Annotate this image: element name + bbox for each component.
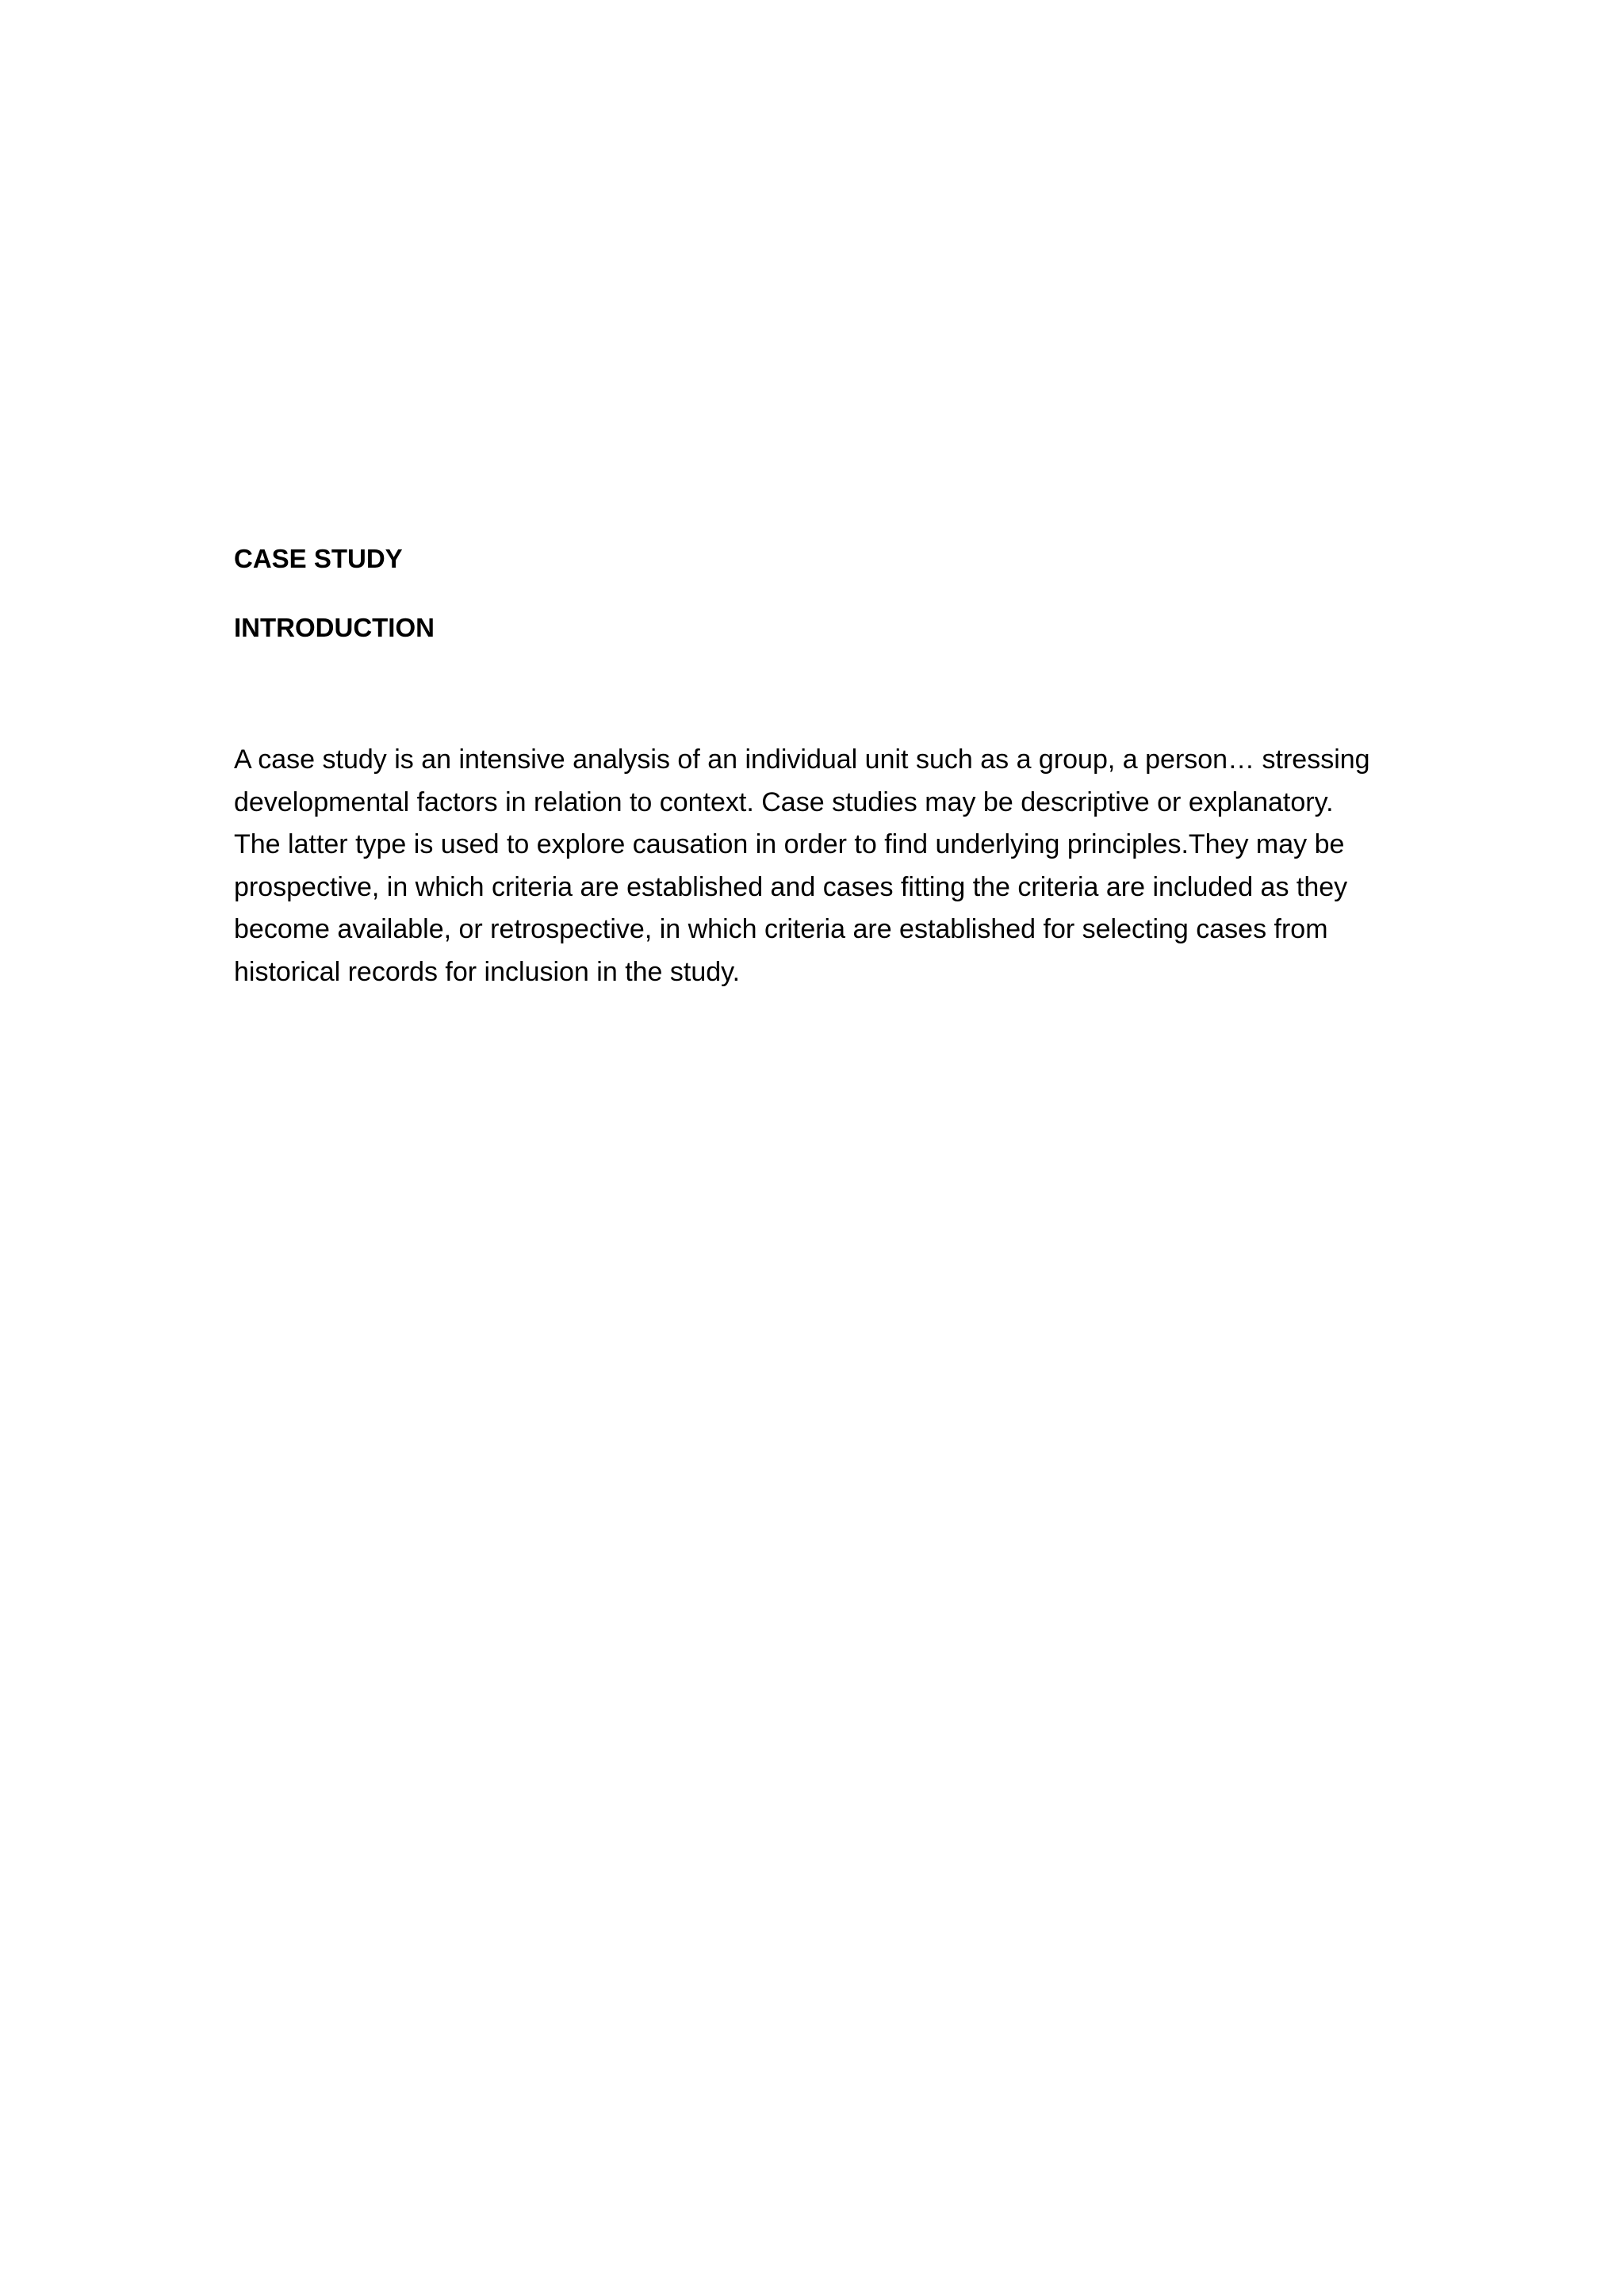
- document-content: [234, 541, 1392, 994]
- section-heading-introduction: INTRODUCTION: [234, 613, 435, 642]
- paragraph-line: historical records for inclusion in the study.: [234, 956, 741, 987]
- paragraph-line: developmental factors in relation to context. Case studies may be descriptive or explanatory.: [234, 786, 1334, 817]
- paragraph-line: prospective, in which criteria are established and cases fitting the criteria are included as they: [234, 871, 1348, 902]
- paragraph-line: become available, or retrospective, in which criteria are established for selecting cases from: [234, 914, 1328, 945]
- document-title: CASE STUDY: [234, 544, 403, 573]
- paragraph-line: The latter type is used to explore causation in order to find underlying principles.They may be: [234, 829, 1345, 860]
- paragraph-line: A case study is an intensive analysis of an individual unit such as a group, a person… stressing: [234, 744, 1370, 775]
- introduction-paragraph: [234, 739, 1392, 994]
